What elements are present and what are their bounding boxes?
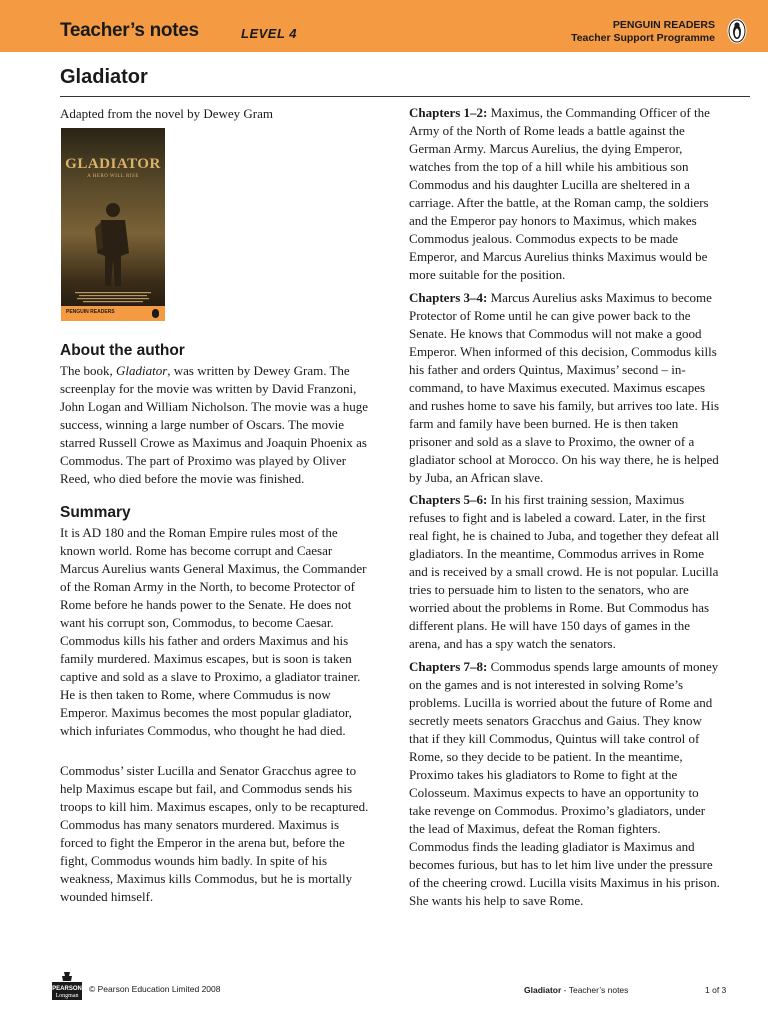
chapter-label: Chapters 3–4: [409, 290, 488, 305]
chapter-label: Chapters 1–2: [409, 105, 488, 120]
about-heading: About the author [60, 342, 185, 359]
pearson-logo-icon [52, 970, 82, 1000]
programme-name: Teacher Support Programme [571, 32, 715, 44]
page-title: Gladiator [60, 66, 148, 88]
summary-heading: Summary [60, 504, 131, 521]
footer-doc-title: Gladiator - Teacher’s notes [524, 985, 629, 995]
about-paragraph: The book, Gladiator, was written by Dewey Gram. The screenplay for the movie was written by David Franzoni, John Logan and William Nicholson. The movie was a huge success, winning a large number of Oscars. The movie starred Russell Crowe as Maximus and Joaquin Phoenix as Commodus. The part of Proximo was played by Oliver Reed, who died before the movie was finished. [60, 363, 369, 486]
chapter-label: Chapters 5–6: [409, 492, 488, 507]
adapted-from: Adapted from the novel by Dewey Gram [60, 106, 273, 121]
cover-credits-lines [69, 291, 157, 305]
copyright: © Pearson Education Limited 2008 [89, 984, 221, 994]
publisher-name: PENGUIN READERS [612, 19, 715, 31]
header-title: Teacher’s notes [60, 20, 199, 41]
page-number: 1 of 3 [705, 985, 727, 995]
chapters-7-8: Chapters 7–8: Commodus spends large amounts of money on the games and is not interested in solving Rome’s problems. Lucilla is worried about the future of Rome and secretly meets senators Gracchus and Gaius. They know that if they kill Commodus, Quintus will take control of Rome, so they decide to be patient. In the meantime, Proximo takes his gladiators to Rome to fight at the Colosseum. Maximus expects to have an opportunity to take revenge on Commodus. Proximo’s gladiators, under the lead of Maximus, defeat the Roman fighters. Commodus finds the leading gladiator is Maximus and becomes furious, but has to let him live under the pressure of the cheering crowd. Lucilla visits Maximus in his prison. She wants his help to save Rome. [409, 659, 720, 908]
logo-pearson-text: PEARSON [52, 986, 82, 992]
cover-title: GLADIATOR [65, 156, 161, 172]
summary-paragraph-1: It is AD 180 and the Roman Empire rules most of the known world. Rome has become corrupt and Caesar Marcus Aurelius wants General Maximus, the Commander of the Roman Army in the North, to become Protector of Rome before he hands power to the Senate. He does not want his corrupt son, Commodus, to become Caesar. Commodus kills his father and orders Maximus and his family murdered. Maximus escapes, but is soon is taken captive and sold as a slave to Proximo, a gladiator trainer. He is then taken to Rome, where Commudus is now Emperor. Maximus becomes the most popular gladiator, which infuriates Commodus, who thought he had died. [60, 525, 367, 738]
book-cover-image [61, 128, 165, 321]
book-title-italic: Gladiator [115, 363, 168, 378]
chapter-label: Chapters 7–8: [409, 659, 488, 674]
summary-paragraph-2: Commodus’ sister Lucilla and Senator Gracchus agree to help Maximus escape but fail, and Commodus sends his troops to kill him. Maximus escapes, only to be recaptured. Commodus has many senators murdered. Maximus is forced to fight the Emperor in the arena but, before the fight, Commodus wounds him badly. In spite of his weakness, Maximus kills Commodus, but he is mortally wounded himself. [60, 763, 369, 904]
cover-subtitle: A HERO WILL RISE [87, 174, 139, 179]
cover-penguin-icon [152, 309, 159, 318]
level-label: LEVEL 4 [241, 26, 298, 41]
cover-brand-bar [61, 306, 165, 321]
logo-longman-text: Longman [55, 993, 79, 999]
chapters-3-4: Chapters 3–4: Marcus Aurelius asks Maximus to become Protector of Rome until he can give power back to the Senate. He knows that Commodus will not make a good Emperor. When informed of this decision, Commodus kills his father and orders Quintus, Maximus’ second – in-command, to have Maximus executed. Maximus escapes and rushes home to save his family, but arrives too late. His farm and family have been burned. He is then taken prisoner and sold as a slave to Proximo, the owner of a gladiator school at Morocco. On his way there, he is helped by Juba, an African slave. [409, 290, 720, 485]
gladiator-figure-icon [91, 198, 135, 288]
cover-brand: PENGUIN READERS [66, 309, 115, 315]
chapters-5-6: Chapters 5–6: In his first training session, Maximus refuses to fight and is labeled a coward. Later, in the first real fight, he is chained to Juba, and together they defeat all gladiators. In the meantime, Commodus arrives in Rome and is received by a small crowd. He is not popular. Lucilla tries to persuade him to listen to the senators, who are worried about the problems in Rome. But Commodus has different plans. He will have 150 days of games in the arena, and has a spy watch the senators. [409, 492, 720, 651]
publisher-block [571, 19, 715, 45]
penguin-logo-icon [727, 18, 747, 44]
header-bar [0, 0, 768, 52]
chapters-1-2: Chapters 1–2: Maximus, the Commanding Officer of the Army of the North of Rome leads a battle against the German Army. Marcus Aurelius, the dying Emperor, watches from the top of a hill while his ambitious son Commodus and his daughter Lucilla are sheltered in a carriage. After the battle, at the Roman camp, the soldiers and the Emperor pay honors to Maximus, which makes Commodus jealous. Commodus expects to be made Emperor, and Marcus Aurelius thinks Maximus would be more suitable for the position. [409, 105, 710, 282]
title-divider [60, 96, 750, 97]
